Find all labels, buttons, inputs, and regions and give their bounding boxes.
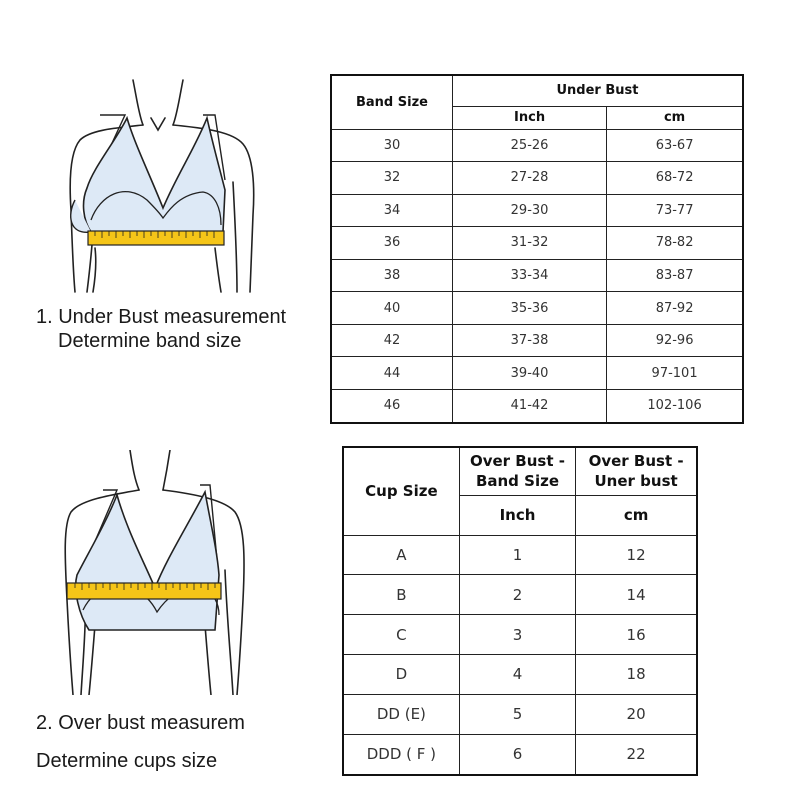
band-cm-header: cm [607,106,743,129]
cup-cm-header: cm [576,495,697,535]
table-row [331,292,743,325]
inch-cell: 31-32 [452,227,606,260]
over-bust-caption-line1: 2. Over bust measurem [36,712,245,734]
inch-cell: 3 [459,615,575,655]
table-row [331,162,743,195]
over-bust-band-header [459,447,575,495]
cup-size-header: Cup Size [343,447,459,535]
band-cell: 32 [331,162,452,195]
cup-size-table [342,446,698,776]
inch-cell: 39-40 [452,357,606,390]
band-cell: 38 [331,259,452,292]
table-row [331,129,743,162]
cm-cell: 68-72 [607,162,743,195]
cm-cell: 92-96 [607,324,743,357]
cm-cell: 18 [576,654,697,694]
inch-cell: 41-42 [452,389,606,423]
cup-cell: DDD ( F ) [343,734,459,775]
table-row [343,654,697,694]
over-bust-caption-line2: Determine cups size [36,750,218,772]
table-row [331,227,743,260]
table-row [331,324,743,357]
table-row [343,694,697,734]
inch-cell: 1 [459,535,575,575]
cup-inch-header: Inch [459,495,575,535]
under-bust-illustration [55,70,285,295]
table-row [343,734,697,775]
cm-cell: 12 [576,535,697,575]
cm-cell: 73-77 [607,194,743,227]
table-row [343,575,697,615]
cm-cell: 102-106 [607,389,743,423]
table-row [343,615,697,655]
cup-cell: D [343,654,459,694]
band-cell: 34 [331,194,452,227]
under-bust-caption-line2: Determine band size [58,330,242,352]
cup-cell: A [343,535,459,575]
over-bust-under-header [576,447,697,495]
band-size-table [330,74,744,424]
inch-cell: 2 [459,575,575,615]
band-cell: 40 [331,292,452,325]
cm-cell: 22 [576,734,697,775]
over-bust-illustration [55,450,285,695]
cm-cell: 16 [576,615,697,655]
inch-cell: 4 [459,654,575,694]
inch-cell: 33-34 [452,259,606,292]
inch-cell: 35-36 [452,292,606,325]
over-bust-under-header-line2: Uner bust [594,472,678,491]
table-row [331,389,743,423]
cm-cell: 78-82 [607,227,743,260]
cm-cell: 97-101 [607,357,743,390]
band-cell: 46 [331,389,452,423]
cm-cell: 83-87 [607,259,743,292]
over-bust-band-header-line2: Band Size [475,472,559,491]
table-row [331,194,743,227]
cm-cell: 87-92 [607,292,743,325]
under-bust-caption-line1: 1. Under Bust measurement [36,306,287,328]
cup-cell: C [343,615,459,655]
band-cell: 42 [331,324,452,357]
under-bust-header: Under Bust [452,75,743,106]
inch-cell: 29-30 [452,194,606,227]
inch-cell: 27-28 [452,162,606,195]
cm-cell: 14 [576,575,697,615]
inch-cell: 37-38 [452,324,606,357]
table-row [331,357,743,390]
table-row [343,535,697,575]
band-cell: 44 [331,357,452,390]
cup-cell: DD (E) [343,694,459,734]
inch-cell: 25-26 [452,129,606,162]
inch-cell: 5 [459,694,575,734]
band-inch-header: Inch [452,106,606,129]
over-bust-under-header-line1: Over Bust - [588,452,684,471]
inch-cell: 6 [459,734,575,775]
cm-cell: 63-67 [607,129,743,162]
over-bust-band-header-line1: Over Bust - [469,452,565,471]
band-size-header: Band Size [331,75,452,129]
cm-cell: 20 [576,694,697,734]
cup-cell: B [343,575,459,615]
band-cell: 36 [331,227,452,260]
table-row [331,259,743,292]
band-cell: 30 [331,129,452,162]
